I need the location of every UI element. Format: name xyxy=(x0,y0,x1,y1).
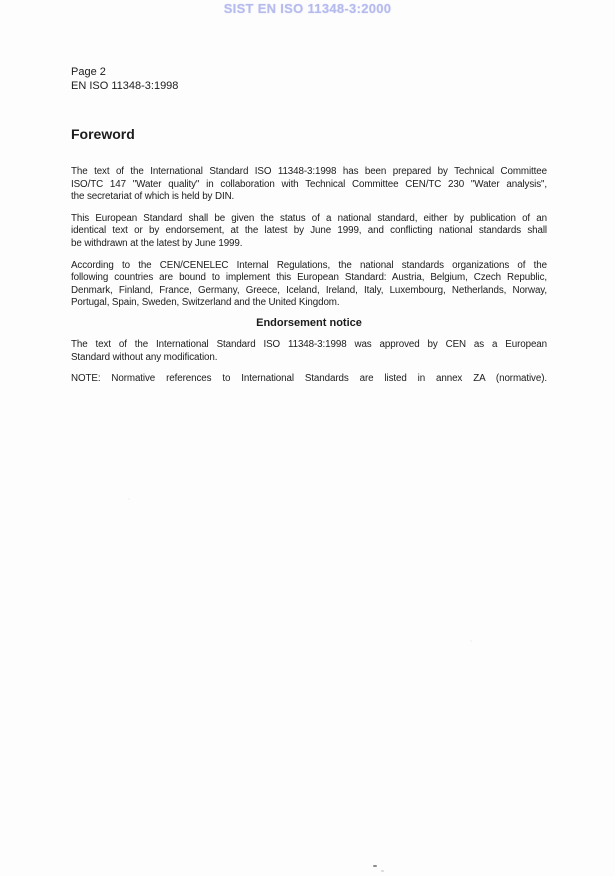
paragraph-national-status: This European Standard shall be given the status of a national standard, either by publication of an identical text or by endorsement, at the latest by June 1999, and conflicting national standards shall be withdrawn at the latest by June 1999. xyxy=(71,212,547,249)
paragraph-note: NOTE: Normative references to International Standards are listed in annex ZA (normative). xyxy=(71,373,547,385)
scan-speck xyxy=(373,865,377,867)
paragraph-approval: The text of the International Standard ISO 11348-3:1998 was approved by CEN as a European Standard without any modification. xyxy=(71,338,547,363)
foreword-heading: Foreword xyxy=(71,126,135,142)
scan-speck xyxy=(470,640,472,642)
page-header xyxy=(71,66,547,93)
document-ref: EN ISO 11348-3:1998 xyxy=(71,79,179,92)
page-content xyxy=(71,66,547,386)
scan-speck xyxy=(128,498,130,500)
page-number: Page 2 xyxy=(71,66,106,78)
endorsement-heading: Endorsement notice xyxy=(256,316,362,329)
scan-speck xyxy=(381,870,384,872)
paragraph-prepared-by: The text of the International Standard ISO 11348-3:1998 has been prepared by Technical Committee ISO/TC 147 "Water quality" in collaboration with Technical Committee CEN/TC 230 "Water analysis", the secretariat of which is held by DIN. xyxy=(71,166,547,203)
watermark-standard-ref: SIST EN ISO 11348-3:2000 xyxy=(223,1,392,16)
paragraph-member-countries: According to the CEN/CENELEC Internal Regulations, the national standards organizations of the following countries are bound to implement this European Standard: Austria, Belgium, Czech Republic, Denmark, Finland, France, Germany, Greece, Iceland, Ireland, Italy, Luxembourg, Netherlands, Norway, Portugal, Spain, Sweden, Switzerland and the United Kingdom. xyxy=(71,259,547,309)
